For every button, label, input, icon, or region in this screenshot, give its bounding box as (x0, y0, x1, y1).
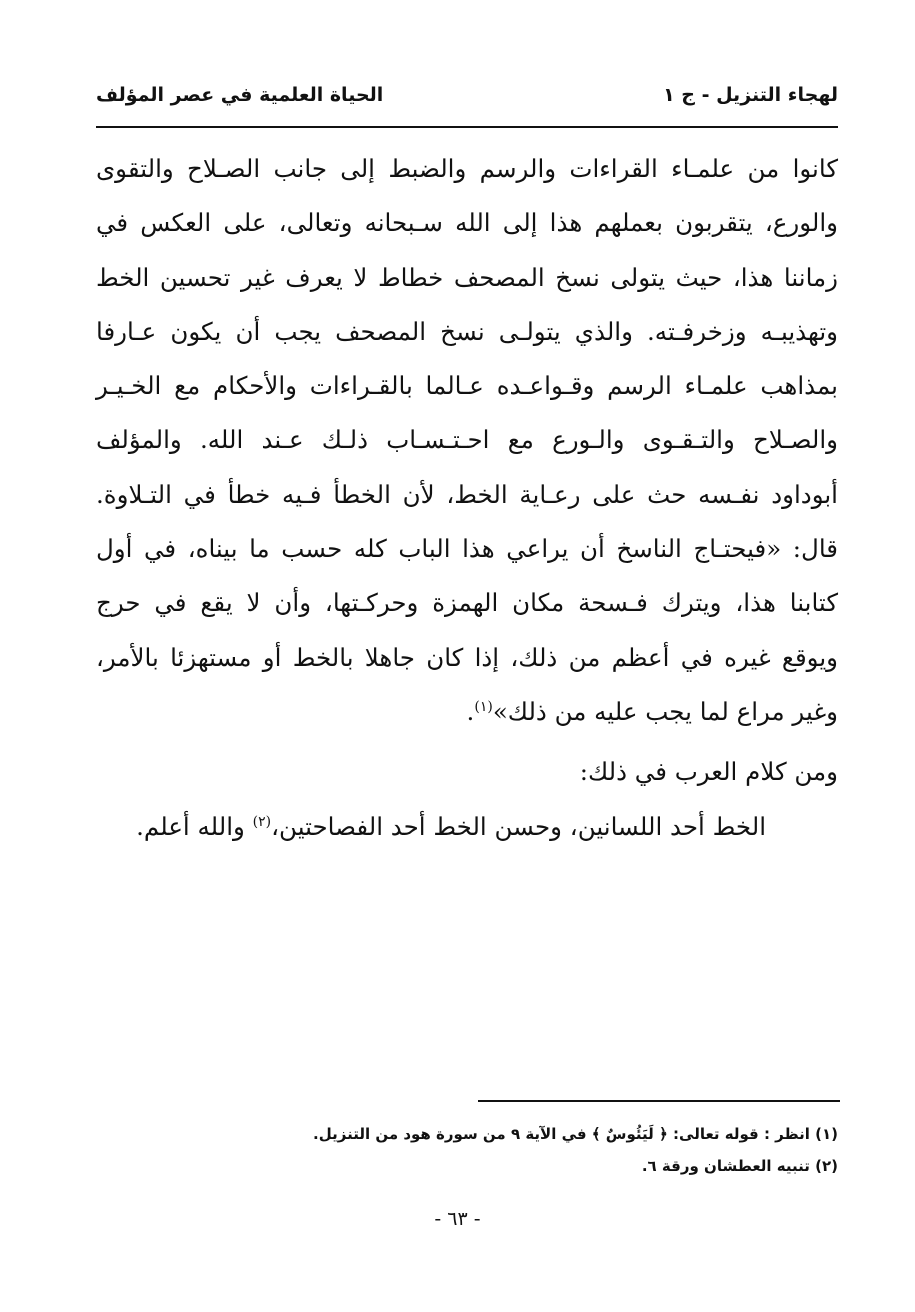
text-line: أبوداود نفـسه حث على رعـاية الخط، لأن الخطأ فـيه خطأ في التـلاوة. (96, 479, 838, 509)
text-line: كتابنا هذا، ويترك فـسحة مكان الهمزة وحركـتها، وأن لا يقع في حرج (96, 588, 838, 618)
text-line: كانوا من علمـاء القراءات والرسم والضبط إلى جانب الصـلاح والتقوى (96, 154, 838, 183)
text-line: والصـلاح والتـقـوى والـورع مع احـتـسـاب ذلـك عـند الله. والمؤلف (96, 425, 838, 455)
page-number: - ٦٣ - (434, 1208, 481, 1230)
text-line-last (96, 685, 838, 739)
book-title: لهجاء التنزيل - ج ١ (663, 84, 838, 106)
text-line: وتهذيبـه وزخرفـته. والذي يتولـى نسخ المصحف يجب أن يكون عـارفا (96, 316, 838, 346)
sentence-end: . (466, 696, 475, 726)
text-line: بمذاهب علمـاء الرسم وقـواعـده عـالما بالقـراءات والأحكام مع الخـيـر (96, 371, 838, 401)
footnote-divider (478, 1100, 840, 1102)
section-heading: ومن كلام العرب في ذلك: (579, 757, 838, 787)
quote-end-text: وغير مراع لما يجب عليه من ذلك» (492, 696, 838, 726)
running-header (96, 78, 838, 118)
footnotes (96, 1118, 838, 1182)
footnote-ref-2[interactable]: (٢) (252, 813, 272, 830)
header-divider (96, 126, 838, 128)
footnote-1: (١) انظر : قوله تعالى: ﴿ لَيَئُوسٌ ﴾ في الآية ٩ من سورة هود من التنزيل. (313, 1125, 838, 1143)
saying-text: الخط أحد اللسانين، وحسن الخط أحد الفصاحتين، (271, 811, 766, 841)
chapter-title: الحياة العلمية في عصر المؤلف (96, 84, 384, 106)
text-line: ويوقع غيره في أعظم من ذلك، إذا كان جاهلا بالخط أو مستهزئا بالأمر، (96, 642, 838, 672)
closing-text: والله أعلم. (136, 811, 253, 841)
footnote-2: (٢) تنبيه العطشان ورقة ٦. (641, 1157, 838, 1175)
body-text (96, 142, 838, 854)
text-line: والورع، يتقربون بعملهم هذا إلى الله سـبحانه وتعالى، على العكس في (96, 208, 838, 238)
text-line: قال: «فيحتـاج الناسخ أن يراعي هذا الباب كله حسب ما بيناه، في أول (96, 534, 838, 564)
footnote-ref-1[interactable]: (١) (474, 698, 493, 715)
text-line: زماننا هذا، حيث يتولى نسخ المصحف خطاط لا يعرف غير تحسين الخط (96, 262, 838, 292)
arab-saying (96, 800, 838, 854)
